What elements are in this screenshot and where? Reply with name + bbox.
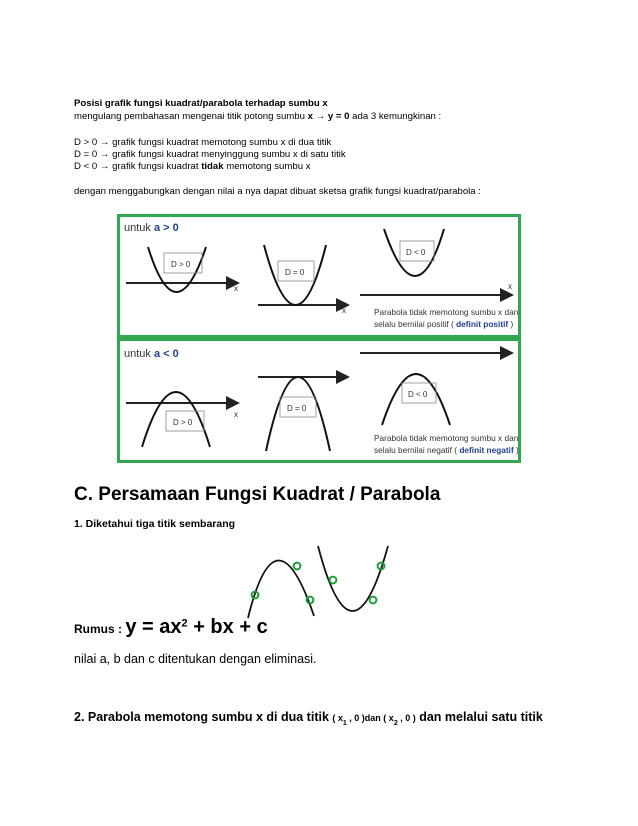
dpos-label: D > 0 xyxy=(171,260,191,269)
dzero-label: D = 0 xyxy=(285,268,305,277)
item2-c-sub: 2 xyxy=(393,720,398,728)
formula-eq: = xyxy=(136,616,160,638)
neg-dzero-label: D = 0 xyxy=(287,404,307,413)
item2-b: ( x xyxy=(332,713,343,723)
item2-a: 2. Parabola memotong sumbu x di dua titik xyxy=(74,710,333,724)
formula-label: Rumus : xyxy=(74,622,126,636)
intro-line-2-b: x → y = 0 xyxy=(307,111,350,122)
three-points-figure xyxy=(238,540,398,620)
point-marker xyxy=(294,563,301,570)
item2-b-sub: 1 xyxy=(342,720,347,728)
label-untuk-a-pos: untuk a > 0 xyxy=(124,222,179,234)
axis-x-label-neg-1: x xyxy=(234,410,238,419)
note-positive-2: selalu bernilai positif ( definit positif ) xyxy=(374,319,514,329)
point-marker xyxy=(370,597,377,604)
parabola-down-three-points xyxy=(248,560,314,618)
intro-closing: dengan menggabungkan dengan nilai a nya dapat dibuat sketsa grafik fungsi kuadrat/parabola : xyxy=(74,186,481,197)
intro-line-2-c: ada 3 kemungkinan : xyxy=(349,111,442,122)
elimination-note: nilai a, b dan c ditentukan dengan eliminasi. xyxy=(74,652,317,666)
item-1-title: 1. Diketahui tiga titik sembarang xyxy=(74,518,236,530)
neg-dneg-label: D < 0 xyxy=(408,390,428,399)
case3-a: D < 0 → grafik fungsi kuadrat xyxy=(74,161,202,172)
formula-y: y xyxy=(125,616,137,638)
parabola-up-dpos xyxy=(148,247,206,292)
parabola-up-three-points xyxy=(318,546,388,611)
figure-panel-a-negative xyxy=(117,338,521,463)
item-2-title xyxy=(74,708,543,727)
case-d-zero: D = 0 → grafik fungsi kuadrat menyinggung sumbu x di satu titik xyxy=(74,149,346,160)
formula-rest: + bx + c xyxy=(187,616,268,638)
axis-x-label-2: x xyxy=(342,306,346,315)
formula-ax: ax xyxy=(159,616,182,638)
formula-exponent: 2 xyxy=(181,617,188,630)
note-negative-1: Parabola tidak memotong sumbu x dan xyxy=(374,433,519,443)
item2-e: dan melalui satu titik xyxy=(415,710,543,724)
dneg-label: D < 0 xyxy=(406,248,426,257)
parabola-down-dneg xyxy=(382,374,450,425)
formula-line xyxy=(74,616,268,639)
section-heading: C. Persamaan Fungsi Kuadrat / Parabola xyxy=(74,484,441,505)
figure-a-positive-graphic xyxy=(120,217,518,335)
point-marker xyxy=(330,577,337,584)
case-d-negative xyxy=(74,161,311,173)
case-d-positive: D > 0 → grafik fungsi kuadrat memotong sumbu x di dua titik xyxy=(74,137,332,148)
axis-x-label-1: x xyxy=(234,284,238,293)
neg-dpos-label: D > 0 xyxy=(173,418,193,427)
note-positive-1: Parabola tidak memotong sumbu x dan xyxy=(374,307,519,317)
intro-line-2 xyxy=(74,111,441,123)
case3-c: memotong sumbu x xyxy=(223,161,311,172)
parabola-down-dzero xyxy=(266,377,330,451)
case3-b: tidak xyxy=(201,161,224,172)
figure-a-negative-graphic xyxy=(120,341,518,460)
label-untuk-a-neg: untuk a < 0 xyxy=(124,348,179,360)
figure-panel-a-positive xyxy=(117,214,521,338)
item2-d: , 0 ) xyxy=(397,713,416,723)
item2-c: , 0 )dan ( x xyxy=(346,713,394,723)
axis-x-label-3: x xyxy=(508,282,512,291)
note-negative-2: selalu bernilai negatif ( definit negatif ) xyxy=(374,445,519,455)
intro-line-2-a: mengulang pembahasan mengenai titik potong sumbu xyxy=(74,111,308,122)
intro-title: Posisi grafik fungsi kuadrat/parabola terhadap sumbu x xyxy=(74,98,328,109)
